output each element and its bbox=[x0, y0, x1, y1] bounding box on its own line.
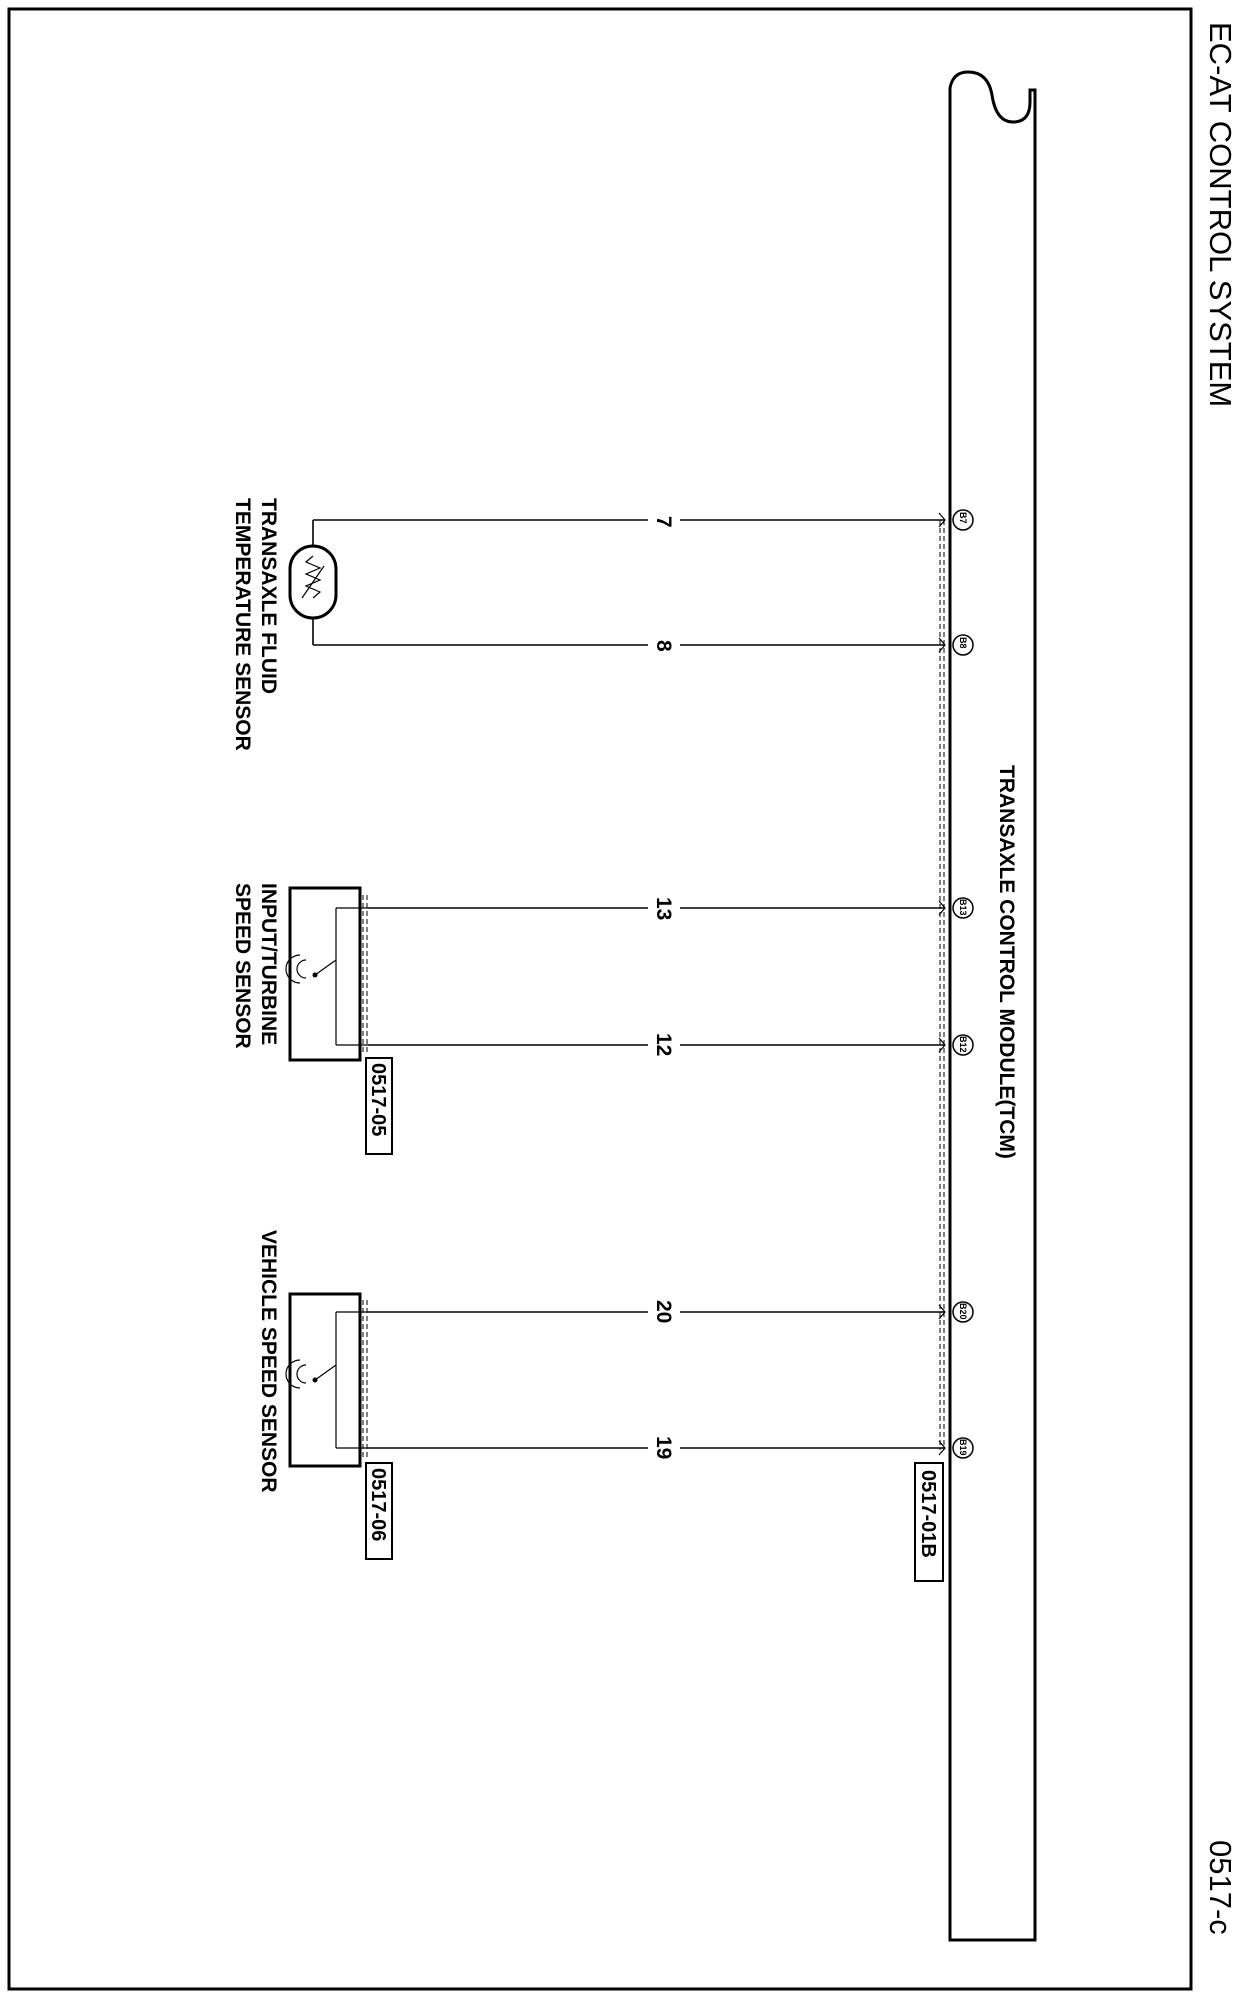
pin-b13-label: B13 bbox=[958, 899, 968, 916]
tcm-module-label: TRANSAXLE CONTROL MODULE(TCM) bbox=[995, 765, 1018, 1159]
temp-sensor-label-1: TRANSAXLE FLUID bbox=[257, 498, 280, 694]
wire-number-7: 7 bbox=[652, 516, 675, 528]
wire-number-8: 8 bbox=[652, 640, 675, 652]
wire-number-13: 13 bbox=[652, 897, 675, 921]
diagram-title: EC-AT CONTROL SYSTEM bbox=[1203, 22, 1238, 408]
vehicle-sensor-box bbox=[290, 1294, 360, 1466]
input-sensor-label-1: INPUT/TURBINE bbox=[257, 883, 280, 1046]
input-sensor-connector-label: 0517-05 bbox=[367, 1063, 389, 1137]
temp-sensor-label-2: TEMPERATURE SENSOR bbox=[231, 498, 254, 751]
wire-number-12: 12 bbox=[652, 1033, 675, 1057]
wire-number-19: 19 bbox=[652, 1436, 675, 1460]
input-sensor-box bbox=[290, 888, 360, 1060]
pin-b19-label: B19 bbox=[958, 1439, 968, 1456]
pin-b7-label: B7 bbox=[958, 512, 968, 524]
vehicle-sensor-label: VEHICLE SPEED SENSOR bbox=[257, 1230, 280, 1493]
speed-sensor-dot bbox=[313, 973, 318, 978]
pin-b8-label: B8 bbox=[958, 637, 968, 649]
pin-b12-label: B12 bbox=[958, 1036, 968, 1053]
tcm-connector-label: 0517-01B bbox=[917, 1470, 939, 1558]
tcm-module-box bbox=[950, 72, 1035, 1940]
page-code: 0517-c bbox=[1203, 1840, 1238, 1935]
pin-b20-label: B20 bbox=[958, 1303, 968, 1320]
wire-number-20: 20 bbox=[652, 1300, 675, 1324]
vehicle-sensor-connector-label: 0517-06 bbox=[367, 1468, 389, 1542]
speed-sensor-dot bbox=[313, 1378, 318, 1383]
input-sensor-label-2: SPEED SENSOR bbox=[231, 883, 254, 1049]
